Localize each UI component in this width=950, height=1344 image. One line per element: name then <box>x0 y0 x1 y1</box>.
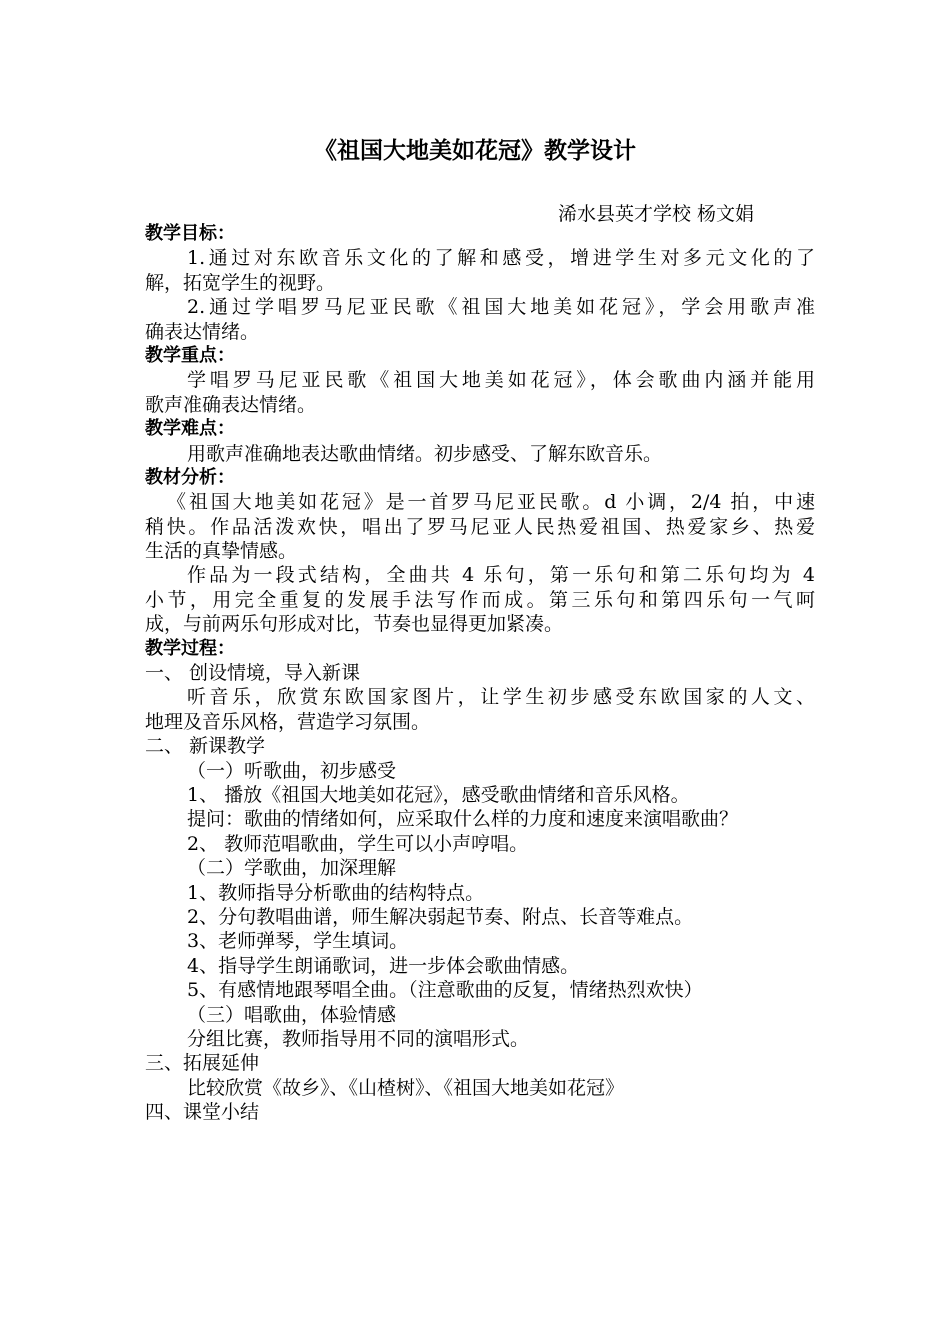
body-text-line: 生活的真挚情感。 <box>145 540 298 563</box>
body-text-line: 二、 新课教学 <box>145 735 266 758</box>
body-text-line: （一）听歌曲，初步感受 <box>187 759 397 782</box>
body-text-line: 确表达情绪。 <box>145 320 260 343</box>
body-text-line: 《祖国大地美如花冠》是一首罗马尼亚民歌。d 小调，2/4 拍，中速 <box>167 491 815 514</box>
body-text-line: 3、老师弹琴，学生填词。 <box>187 930 409 953</box>
body-text-line: 小节，用完全重复的发展手法写作而成。第三乐句和第四乐句一气呵 <box>145 588 815 611</box>
body-text-line: 1、 播放《祖国大地美如花冠》，感受歌曲情绪和音乐风格。 <box>187 783 690 806</box>
body-text-line: 5、有感情地跟琴唱全曲。（注意歌曲的反复，情绪热烈欢快） <box>187 979 703 1002</box>
section-heading: 教学过程： <box>145 637 235 659</box>
body-text-line: 4、指导学生朗诵歌词，进一步体会歌曲情感。 <box>187 954 580 977</box>
body-text-line: 用歌声准确地表达歌曲情绪。初步感受、了解东欧音乐。 <box>187 442 663 465</box>
body-text-line: 作品为一段式结构，全曲共 4 乐句，第一乐句和第二乐句均为 4 <box>187 564 815 587</box>
body-text-line: 分组比赛，教师指导用不同的演唱形式。 <box>187 1027 530 1050</box>
document-title: 《祖国大地美如花冠》教学设计 <box>314 138 636 164</box>
body-text-line: 稍快。作品活泼欢快，唱出了罗马尼亚人民热爱祖国、热爱家乡、热爱 <box>145 515 815 538</box>
document-author: 浠水县英才学校 杨文娟 <box>557 203 754 225</box>
body-text-line: 1.通过对东欧音乐文化的了解和感受，增进学生对多元文化的了 <box>187 247 815 270</box>
section-heading: 教学目标： <box>145 223 235 244</box>
section-heading: 教材分析： <box>145 466 235 488</box>
body-text-line: 三、拓展延伸 <box>145 1052 260 1075</box>
body-text-line: 2、分句教唱曲谱，师生解决弱起节奏、附点、长音等难点。 <box>187 905 694 928</box>
body-text-line: 一、 创设情境，导入新课 <box>145 662 361 685</box>
body-text-line: （三）唱歌曲，体验情感 <box>187 1003 397 1026</box>
body-text-line: 1、教师指导分析歌曲的结构特点。 <box>187 881 485 904</box>
body-text-line: 提问：歌曲的情绪如何，应采取什么样的力度和速度来演唱歌曲？ <box>187 808 739 831</box>
body-text-line: 歌声准确表达情绪。 <box>145 393 317 416</box>
body-text-line: 四、课堂小结 <box>145 1101 260 1124</box>
body-text-line: 成，与前两乐句形成对比，节奏也显得更加紧凑。 <box>145 613 564 636</box>
body-text-line: 地理及音乐风格，营造学习氛围。 <box>145 710 431 733</box>
section-heading: 教学重点： <box>145 344 235 366</box>
body-text-line: 解，拓宽学生的视野。 <box>145 271 336 294</box>
body-text-line: 比较欣赏《故乡》、《山楂树》、《祖国大地美如花冠》 <box>187 1076 625 1099</box>
document-body <box>145 222 815 1124</box>
body-text-line: 听音乐，欣赏东欧国家图片，让学生初步感受东欧国家的人文、 <box>187 686 815 709</box>
body-text-line: 2.通过学唱罗马尼亚民歌《祖国大地美如花冠》，学会用歌声准 <box>187 296 815 319</box>
body-text-line: （二）学歌曲，加深理解 <box>187 857 397 880</box>
body-text-line: 2、 教师范唱歌曲，学生可以小声哼唱。 <box>187 832 529 855</box>
body-text-line: 学唱罗马尼亚民歌《祖国大地美如花冠》，体会歌曲内涵并能用 <box>187 369 815 392</box>
section-heading: 教学难点： <box>145 418 235 440</box>
